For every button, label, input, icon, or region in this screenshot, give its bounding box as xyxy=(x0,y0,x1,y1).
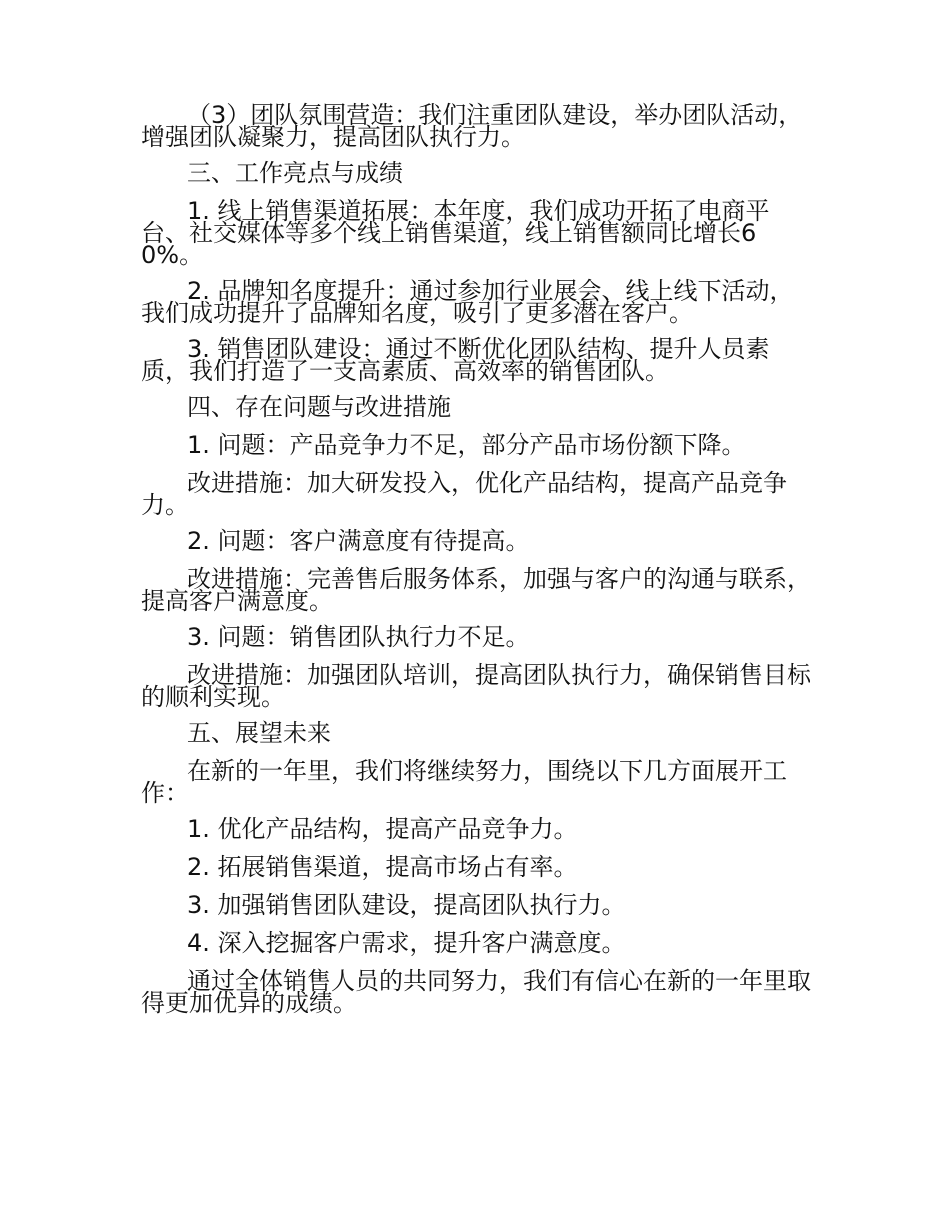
paragraph-conclusion: 通过全体销售人员的共同努力，我们有信心在新的一年里取得更加优异的成绩。 xyxy=(141,967,811,1017)
document-body xyxy=(141,101,813,1017)
improvement-3: 改进措施：加强团队培训，提高团队执行力，确保销售目标的顺利实现。 xyxy=(141,661,811,711)
plan-item-1: 1. 优化产品结构，提高产品竞争力。 xyxy=(187,815,578,843)
paragraph-online-channels: 1. 线上销售渠道拓展：本年度，我们成功开拓了电商平台、社交媒体等多个线上销售渠道，线上销售额同比增长60%。 xyxy=(141,197,770,269)
problem-3: 3. 问题：销售团队执行力不足。 xyxy=(187,623,530,651)
paragraph-brand-awareness: 2. 品牌知名度提升：通过参加行业展会、线上线下活动，我们成功提升了品牌知名度，吸引了更多潜在客户。 xyxy=(141,277,794,327)
section-heading-outlook: 五、展望未来 xyxy=(187,719,331,747)
plan-item-2: 2. 拓展销售渠道，提高市场占有率。 xyxy=(187,853,578,881)
paragraph-next-year: 在新的一年里，我们将继续努力，围绕以下几方面展开工作： xyxy=(141,757,787,807)
paragraph-team-atmosphere: （3）团队氛围营造：我们注重团队建设，举办团队活动，增强团队凝聚力，提高团队执行力。 xyxy=(141,101,803,151)
plan-item-3: 3. 加强销售团队建设，提高团队执行力。 xyxy=(187,891,626,919)
improvement-2: 改进措施：完善售后服务体系，加强与客户的沟通与联系，提高客户满意度。 xyxy=(141,565,811,615)
improvement-1: 改进措施：加大研发投入，优化产品结构，提高产品竞争力。 xyxy=(141,469,787,519)
problem-1: 1. 问题：产品竞争力不足，部分产品市场份额下降。 xyxy=(187,431,746,459)
plan-item-4: 4. 深入挖掘客户需求，提升客户满意度。 xyxy=(187,929,626,957)
problem-2: 2. 问题：客户满意度有待提高。 xyxy=(187,527,530,555)
section-heading-highlights: 三、工作亮点与成绩 xyxy=(187,159,403,187)
paragraph-sales-team-building: 3. 销售团队建设：通过不断优化团队结构、提升人员素质，我们打造了一支高素质、高效率的销售团队。 xyxy=(141,335,770,385)
section-heading-problems: 四、存在问题与改进措施 xyxy=(187,393,451,421)
